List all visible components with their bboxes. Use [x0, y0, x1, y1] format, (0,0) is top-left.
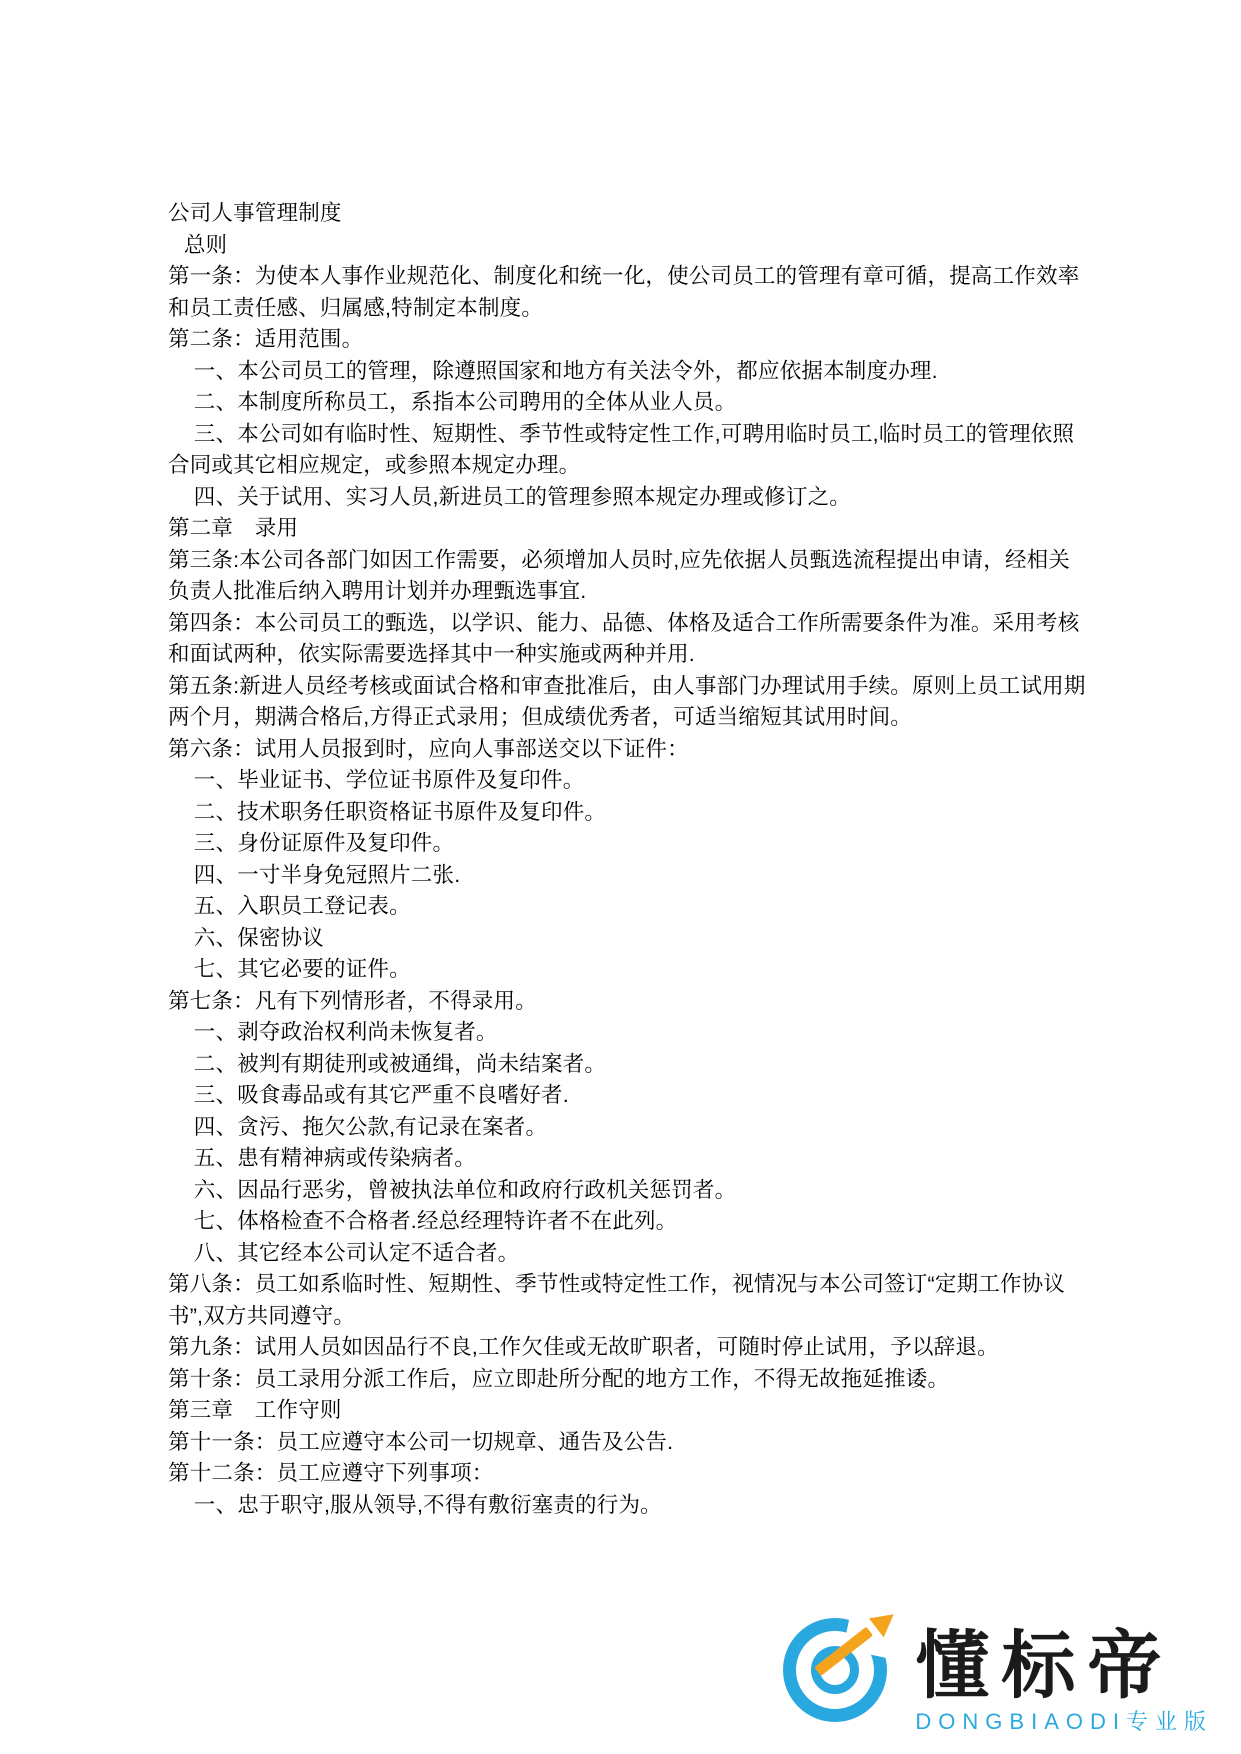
clause-list-item: 三、吸食毒品或有其它严重不良嗜好者.: [193, 1083, 569, 1107]
clause-list-item: 一、剥夺政治权利尚未恢复者。: [193, 1020, 498, 1044]
clause-list-item: 四、贪污、拖欠公款,有记录在案者。: [193, 1114, 548, 1139]
clause-paragraph: 第九条：试用人员如因品行不良,工作欠佳或无故旷职者，可随时停止试用，予以辞退。: [168, 1335, 999, 1359]
clause-paragraph: 第四条：本公司员工的甄选，以学识、能力、品德、体格及适合工作所需要条件为准。采用考核和面试两种，依实际需要选择其中一种实施或两种并用.: [168, 610, 1080, 666]
clause-list-item: 八、其它经本公司认定不适合者。: [193, 1240, 520, 1265]
clause-paragraph: 第二条：适用范围。: [168, 327, 364, 351]
clause-paragraph: 第六条：试用人员报到时，应向人事部送交以下证件：: [168, 736, 689, 761]
clause-paragraph: 第七条：凡有下列情形者，不得录用。: [168, 988, 537, 1013]
document-body: [168, 198, 1088, 1521]
clause-paragraph: 第八条：员工如系临时性、短期性、季节性或特定性工作，视情况与本公司签订“定期工作协议书”,双方共同遵守。: [168, 1272, 1066, 1328]
clause-list-item: 二、技术职务任职资格证书原件及复印件。: [193, 799, 607, 824]
clause-list-item: 五、入职员工登记表。: [193, 894, 411, 918]
clause-paragraph: 第十条：员工录用分派工作后，应立即赴所分配的地方工作，不得无故拖延推诿。: [168, 1366, 950, 1391]
clause-list-item: 一、毕业证书、学位证书原件及复印件。: [193, 768, 585, 792]
clause-list-item: 三、本公司如有临时性、短期性、季节性或特定性工作,可聘用临时员工,临时员工的管理依照合同或其它相应规定，或参照本规定办理。: [168, 421, 1075, 477]
clause-paragraph: 第五条:新进人员经考核或面试合格和审查批准后，由人事部门办理试用手续。原则上员工试用期两个月，期满合格后,方得正式录用；但成绩优秀者，可适当缩短其试用时间。: [168, 673, 1086, 729]
arrow-icon: [821, 1610, 899, 1682]
clause-list-item: 七、体格检查不合格者.经总经理特许者不在此列。: [193, 1209, 678, 1233]
clause-list-item: 四、关于试用、实习人员,新进员工的管理参照本规定办理或修订之。: [193, 484, 851, 509]
clause-list-item: 一、忠于职守,服从领导,不得有敷衍塞责的行为。: [193, 1492, 662, 1517]
chapter-heading: 第二章 录用: [168, 516, 299, 540]
chapter-heading: 第三章 工作守则: [168, 1398, 342, 1422]
clause-paragraph: 第一条：为使本人事作业规范化、制度化和统一化，使公司员工的管理有章可循，提高工作效率和员工责任感、归属感,特制定本制度。: [168, 264, 1080, 320]
clause-list-item: 四、一寸半身免冠照片二张.: [193, 862, 461, 887]
clause-paragraph: 第十一条：员工应遵守本公司一切规章、通告及公告.: [168, 1429, 674, 1454]
clause-list-item: 五、患有精神病或传染病者。: [193, 1146, 476, 1170]
section-heading-general: 总则: [177, 232, 228, 257]
clause-list-item: 二、被判有期徒刑或被通缉，尚未结案者。: [193, 1051, 607, 1076]
document-title: 公司人事管理制度: [168, 201, 342, 225]
target-arrow-icon: [769, 1604, 909, 1736]
clause-list-item: 六、因品行恶劣，曾被执法单位和政府行政机关惩罚者。: [193, 1177, 737, 1202]
clause-list-item: 二、本制度所称员工，系指本公司聘用的全体从业人员。: [193, 390, 737, 414]
watermark-logo: [769, 1586, 1213, 1736]
clause-paragraph: 第三条:本公司各部门如因工作需要，必须增加人员时,应先依据人员甄选流程提出申请，经相关负责人批准后纳入聘用计划并办理甄选事宜.: [168, 547, 1071, 603]
clause-list-item: 三、身份证原件及复印件。: [193, 831, 455, 855]
brand-pinyin: DONGBIAODI专业版: [915, 1709, 1213, 1734]
brand-name: 懂标帝: [915, 1623, 1174, 1709]
clause-list-item: 一、本公司员工的管理，除遵照国家和地方有关法令外，都应依据本制度办理.: [193, 358, 938, 383]
clause-paragraph: 第十二条：员工应遵守下列事项：: [168, 1461, 494, 1485]
clause-list-item: 六、保密协议: [193, 925, 324, 950]
clause-list-item: 七、其它必要的证件。: [193, 957, 411, 981]
watermark-text: [915, 1624, 1213, 1736]
